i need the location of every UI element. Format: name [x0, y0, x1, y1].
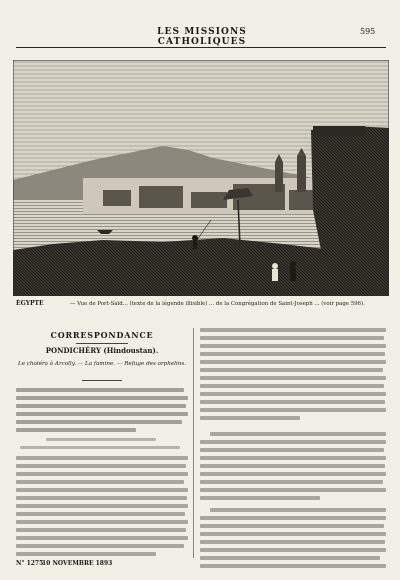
text-line [20, 446, 180, 449]
header-rule [16, 47, 386, 48]
issue-date: 10 NOVEMBRE 1893 [42, 560, 113, 567]
page-number: 595 [360, 27, 376, 36]
text-line [16, 536, 188, 540]
title-rule [76, 343, 128, 344]
text-line [16, 428, 136, 432]
text-line [200, 448, 384, 452]
section-title: CORRESPONDANCE [50, 330, 154, 340]
engraving-illustration [13, 60, 389, 296]
text-line [200, 344, 386, 348]
text-line [200, 440, 386, 444]
text-line [200, 516, 386, 520]
text-line [200, 416, 300, 420]
text-line [200, 556, 380, 560]
text-line [200, 376, 386, 380]
text-line [200, 360, 386, 364]
right-column [200, 326, 386, 572]
article-subtitle: Le choléra à Arcolly. — La famine. — Refuge des orphelins. [18, 361, 186, 367]
text-line [16, 420, 182, 424]
text-line [16, 504, 188, 508]
text-line [16, 496, 187, 500]
text-line [210, 432, 386, 436]
text-line [200, 532, 386, 536]
text-line [16, 552, 156, 556]
place-name: PONDICHÉRY [45, 346, 101, 355]
text-line [200, 352, 385, 356]
text-line [200, 384, 384, 388]
text-line [200, 368, 383, 372]
text-line [200, 456, 386, 460]
text-line [16, 488, 188, 492]
text-line [16, 472, 188, 476]
text-line [16, 528, 186, 532]
place-note: (Hindoustan). [103, 346, 159, 355]
text-line [16, 520, 188, 524]
text-line [16, 544, 184, 548]
text-line [200, 564, 386, 568]
text-line [16, 480, 184, 484]
caption-text: — Vue de Port-Saïd... (texte de la légende illisible) ... de la Congrégation de Saint-Joseph ... (voir page 596). [70, 301, 365, 307]
text-line [200, 548, 386, 552]
text-line [16, 388, 184, 392]
left-column [16, 326, 188, 572]
text-line [200, 540, 385, 544]
text-line [200, 336, 384, 340]
text-line [200, 472, 386, 476]
text-line [200, 488, 386, 492]
text-line [200, 464, 385, 468]
text-line [16, 464, 186, 468]
issue-number: N° 1275 [16, 560, 44, 567]
running-title: LES MISSIONS CATHOLIQUES [157, 27, 247, 47]
text-line [200, 400, 385, 404]
text-line [200, 524, 384, 528]
caption-label: ÉGYPTE [16, 300, 44, 307]
illustration-caption [16, 300, 386, 322]
text-line [46, 438, 156, 441]
subtitle-rule [82, 380, 122, 381]
text-line [200, 496, 320, 500]
column-divider [193, 328, 194, 558]
article-place [16, 346, 188, 355]
text-line [16, 404, 186, 408]
text-line [210, 508, 386, 512]
running-head [0, 27, 400, 47]
text-line [16, 412, 188, 416]
text-line [200, 480, 383, 484]
text-line [16, 396, 188, 400]
text-line [200, 328, 386, 332]
text-line [16, 512, 185, 516]
page-footer [16, 560, 188, 570]
text-line [200, 392, 386, 396]
text-line [200, 408, 386, 412]
text-line [16, 456, 188, 460]
